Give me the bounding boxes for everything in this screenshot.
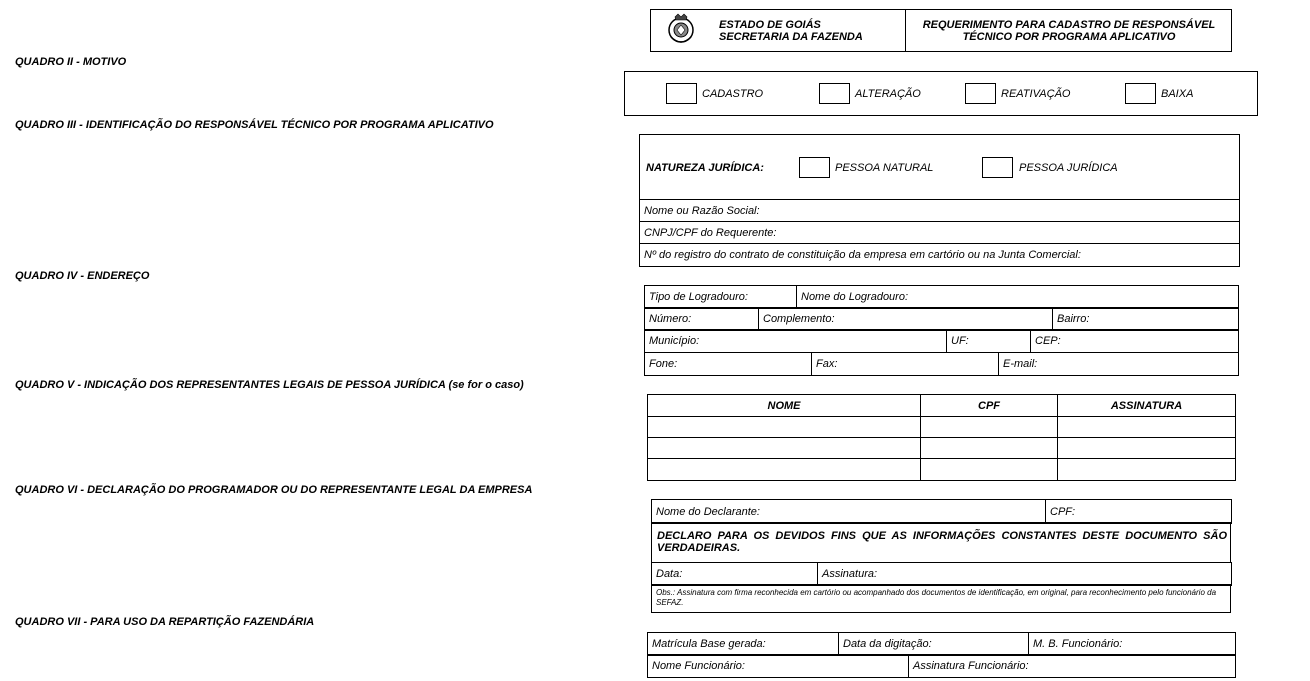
fone-field[interactable]: Fone: [645,353,812,376]
column-header-assinatura: ASSINATURA [1058,395,1236,417]
representantes-table [647,394,1236,481]
fax-field[interactable]: Fax: [812,353,999,376]
nome-logradouro-field[interactable]: Nome do Logradouro: [797,286,1239,309]
reparticao-row-2 [647,654,1236,678]
quadro-iv-label: QUADRO IV - ENDEREÇO [15,270,150,282]
alteracao-label: ALTERAÇÃO [855,88,921,100]
email-field[interactable]: E-mail: [999,353,1239,376]
assinatura-cell[interactable] [1058,459,1236,481]
identificacao-table [639,199,1240,267]
tipo-logradouro-field[interactable]: Tipo de Logradouro: [645,286,797,309]
declaracao-text: DECLARO PARA OS DEVIDOS FINS QUE AS INFORMAÇÕES CONSTANTES DESTE DOCUMENTO SÃO VERDADEIRAS. [657,530,1228,554]
cep-field[interactable]: CEP: [1031,330,1239,353]
cadastro-label: CADASTRO [702,88,764,100]
reparticao-row-1 [647,632,1236,656]
reativacao-checkbox[interactable] [965,83,996,104]
nome-cell[interactable] [648,459,921,481]
data-digitacao-field[interactable]: Data da digitação: [839,633,1029,656]
declaracao-row-3 [651,562,1232,586]
header-state: ESTADO DE GOIÁS [719,19,821,31]
uf-field[interactable]: UF: [947,330,1031,353]
assinatura-cell[interactable] [1058,438,1236,459]
form-header [650,9,1232,52]
complemento-field[interactable]: Complemento: [759,308,1053,331]
table-row [648,417,1236,438]
baixa-checkbox[interactable] [1125,83,1156,104]
pessoa-natural-label: PESSOA NATURAL [835,162,934,174]
quadro-vii-label: QUADRO VII - PARA USO DA REPARTIÇÃO FAZENDÁRIA [15,616,315,628]
baixa-label: BAIXA [1161,88,1194,100]
coat-of-arms-icon [667,13,695,47]
cpf-cell[interactable] [921,438,1058,459]
pessoa-natural-checkbox[interactable] [799,157,830,178]
matricula-field[interactable]: Matrícula Base gerada: [648,633,839,656]
obs-box [651,584,1231,613]
endereco-row-2 [644,307,1239,331]
table-row [648,438,1236,459]
natureza-box [639,134,1240,200]
nome-razao-field[interactable]: Nome ou Razão Social: [640,200,1240,222]
cpf-cell[interactable] [921,459,1058,481]
cpf-cell[interactable] [921,417,1058,438]
natureza-label: NATUREZA JURÍDICA: [646,162,764,174]
quadro-ii-label: QUADRO II - MOTIVO [15,56,127,68]
alteracao-checkbox[interactable] [819,83,850,104]
header-secretariat: SECRETARIA DA FAZENDA [719,31,863,43]
quadro-iii-label: QUADRO III - IDENTIFICAÇÃO DO RESPONSÁVEL TÉCNICO POR PROGRAMA APLICATIVO [15,119,494,131]
column-header-cpf: CPF [921,395,1058,417]
endereco-row-1 [644,285,1239,309]
nome-cell[interactable] [648,438,921,459]
table-row [648,459,1236,481]
header-title-line1: REQUERIMENTO PARA CADASTRO DE RESPONSÁVEL [922,19,1216,31]
cadastro-checkbox[interactable] [666,83,697,104]
quadro-vi-label: QUADRO VI - DECLARAÇÃO DO PROGRAMADOR OU DO REPRESENTANTE LEGAL DA EMPRESA [15,484,533,496]
assinatura-field[interactable]: Assinatura: [818,563,1232,586]
nome-declarante-field[interactable]: Nome do Declarante: [652,500,1046,524]
nome-funcionario-field[interactable]: Nome Funcionário: [648,655,909,678]
assinatura-cell[interactable] [1058,417,1236,438]
header-title-line2: TÉCNICO POR PROGRAMA APLICATIVO [962,31,1176,43]
pessoa-juridica-checkbox[interactable] [982,157,1013,178]
cnpj-cpf-field[interactable]: CNPJ/CPF do Requerente: [640,222,1240,244]
pessoa-juridica-label: PESSOA JURÍDICA [1019,162,1118,174]
bairro-field[interactable]: Bairro: [1053,308,1239,331]
mb-funcionario-field[interactable]: M. B. Funcionário: [1029,633,1236,656]
endereco-row-4 [644,352,1239,376]
numero-field[interactable]: Número: [645,308,759,331]
declaracao-row-1 [651,499,1232,524]
nome-cell[interactable] [648,417,921,438]
assinatura-funcionario-field[interactable]: Assinatura Funcionário: [909,655,1236,678]
column-header-nome: NOME [648,395,921,417]
cpf-declarante-field[interactable]: CPF: [1046,500,1232,524]
data-field[interactable]: Data: [652,563,818,586]
reativacao-label: REATIVAÇÃO [1001,88,1071,100]
registro-contrato-field[interactable]: Nº do registro do contrato de constituição da empresa em cartório ou na Junta Comercial: [640,244,1240,267]
obs-text: Obs.: Assinatura com firma reconhecida em cartório ou acompanhado dos documentos de identificação, em original, para reconhecimento pelo funcionário da SEFAZ. [656,588,1217,607]
motivo-box [624,71,1258,116]
quadro-v-label: QUADRO V - INDICAÇÃO DOS REPRESENTANTES LEGAIS DE PESSOA JURÍDICA (se for o caso) [15,379,524,391]
declaracao-text-box [651,522,1231,563]
endereco-row-3 [644,329,1239,353]
municipio-field[interactable]: Município: [645,330,947,353]
